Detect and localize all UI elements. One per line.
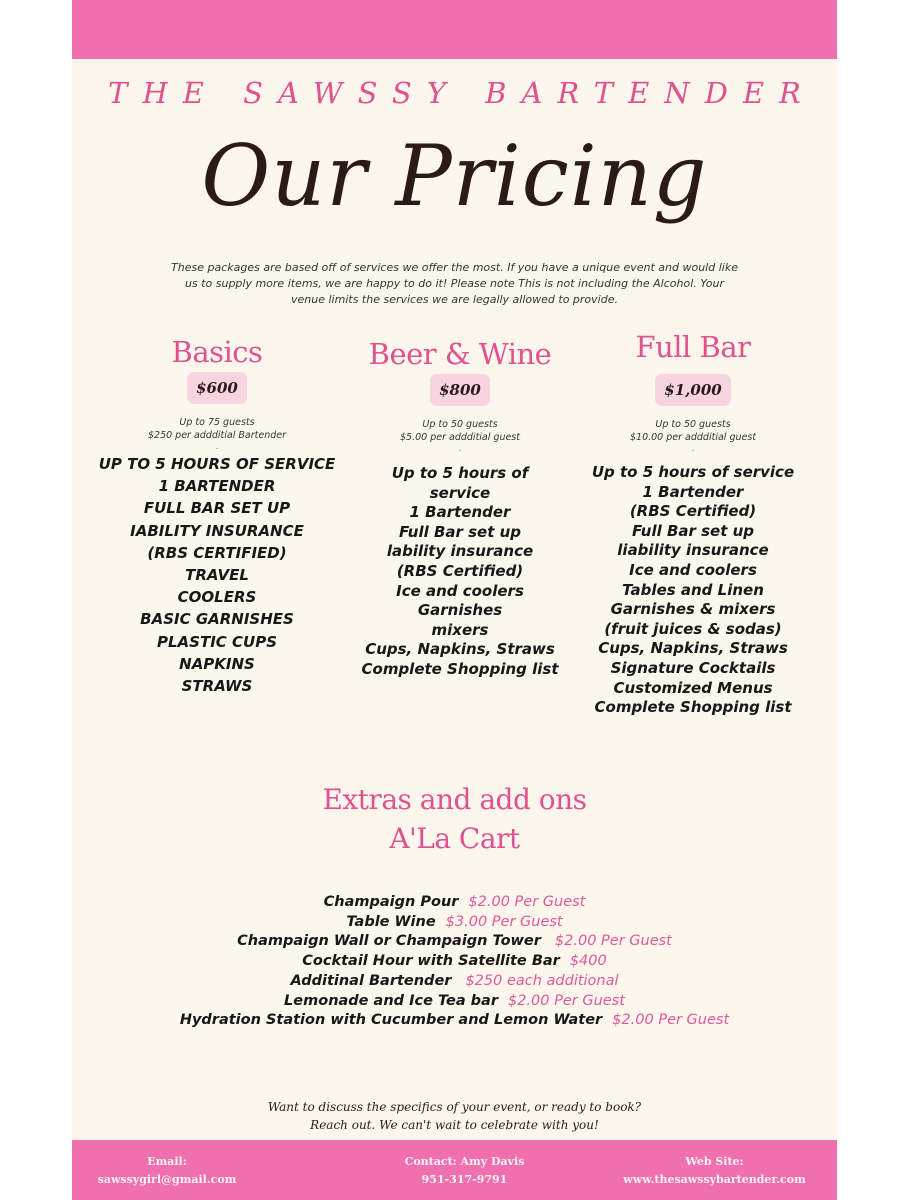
feature-item: Cups, Napkins, Straws xyxy=(598,639,788,658)
feature-item: TRAVEL xyxy=(185,566,249,585)
intro-paragraph: These packages are based off of services we offer the most. If you have a unique event and would like us to supply more items, we are happy to do it! Please note This is not including the Alcohol. Your venue limits the services we are legally allowed to provide. xyxy=(171,261,738,306)
feature-list xyxy=(580,463,806,718)
feature-item: Cups, Napkins, Straws xyxy=(365,640,555,659)
extra-cost: $400 xyxy=(569,953,607,970)
additional-fee: $10.00 per addditial guest xyxy=(629,432,757,443)
extras-list xyxy=(72,893,837,1031)
price-badge: $800 xyxy=(430,374,490,406)
top-pink-band xyxy=(72,0,837,59)
feature-item: mixers xyxy=(431,620,489,639)
extra-name: Table Wine xyxy=(346,913,436,930)
extra-item xyxy=(72,952,837,972)
price-badge: $600 xyxy=(187,372,247,404)
footer-email xyxy=(82,1153,252,1189)
extra-name: Champaign Pour xyxy=(323,894,459,910)
feature-item: UP TO 5 HOURS OF SERVICE xyxy=(98,455,336,473)
additional-fee: $250 per addditial Bartender xyxy=(147,430,286,441)
guest-limit: Up to 50 guests xyxy=(422,419,498,430)
feature-item: FULL BAR SET UP xyxy=(143,499,291,518)
pricing-flyer xyxy=(72,0,837,1200)
guest-limit: Up to 75 guests xyxy=(179,417,255,428)
feature-item: Tables and Linen xyxy=(622,580,764,599)
website-label: Web Site: xyxy=(685,1155,744,1168)
extra-name: Additinal Bartender xyxy=(290,972,452,989)
feature-item: 1 Bartender xyxy=(642,482,744,501)
extra-cost: $2.00 Per Guest xyxy=(612,1012,730,1029)
extra-item xyxy=(72,913,837,933)
extra-cost: $3.00 Per Guest xyxy=(445,913,563,930)
extra-name: Lemonade and Ice Tea bar xyxy=(284,992,498,1009)
feature-item: (RBS Certified) xyxy=(629,502,757,521)
extra-item xyxy=(72,893,837,913)
cta-line-1: Want to discuss the specifics of your event, or ready to book? xyxy=(267,1100,642,1114)
extra-item xyxy=(72,1011,837,1031)
feature-item: (RBS Certified) xyxy=(396,561,524,580)
extras-subtitle: A'La Cart xyxy=(389,822,520,855)
feature-item: Up to 5 hours of xyxy=(391,464,529,482)
guest-limit: Up to 50 guests xyxy=(655,419,731,430)
package-beer-wine xyxy=(344,336,576,680)
contact-label: Contact: Amy Davis xyxy=(404,1155,525,1168)
footer-contact xyxy=(372,1153,557,1189)
extra-item xyxy=(72,972,837,992)
feature-list xyxy=(94,453,340,697)
feature-item: (fruit juices & sodas) xyxy=(604,619,782,638)
feature-item: Ice and coolers xyxy=(629,560,757,579)
website-link[interactable]: www.thesawssybartender.com xyxy=(623,1173,806,1186)
extra-item xyxy=(72,992,837,1012)
feature-item: Up to 5 hours of service xyxy=(591,463,795,481)
divider-dot: . xyxy=(458,444,462,454)
feature-item: Signature Cocktails xyxy=(610,658,776,677)
feature-item: Full Bar set up xyxy=(631,521,755,540)
feature-item: Complete Shopping list xyxy=(361,659,559,678)
extra-name: Champaign Wall or Champaign Tower xyxy=(237,933,541,950)
additional-fee: $5.00 per addditial guest xyxy=(400,432,520,443)
price-badge: $1,000 xyxy=(655,374,730,406)
extra-cost: $250 each additional xyxy=(465,972,619,989)
extra-name: Hydration Station with Cucumber and Lemon Water xyxy=(179,1012,603,1029)
package-title: Full Bar xyxy=(635,330,751,364)
phone-link[interactable]: 951-317-9791 xyxy=(421,1173,508,1186)
brand-name: THE SAWSSY BARTENDER xyxy=(108,76,816,110)
package-basics xyxy=(94,334,340,697)
feature-item: 1 Bartender xyxy=(409,503,511,522)
feature-item: liability insurance xyxy=(617,541,769,560)
package-title: Basics xyxy=(171,335,263,369)
extra-cost: $2.00 Per Guest xyxy=(507,992,625,1009)
extra-name: Cocktail Hour with Satellite Bar xyxy=(302,953,560,970)
email-link[interactable]: sawssygirl@gmail.com xyxy=(97,1173,237,1186)
package-title: Beer & Wine xyxy=(368,337,552,371)
feature-item: Garnishes & mixers xyxy=(610,600,776,619)
cta-line-2: Reach out. We can't wait to celebrate with you! xyxy=(310,1118,599,1132)
feature-item: COOLERS xyxy=(177,588,257,607)
feature-list xyxy=(344,464,576,680)
feature-item: Garnishes xyxy=(417,601,503,620)
call-to-action xyxy=(72,1098,837,1134)
footer-website xyxy=(602,1153,827,1189)
feature-item: 1 BARTENDER xyxy=(158,477,276,496)
extra-cost: $2.00 Per Guest xyxy=(468,894,586,910)
feature-item: BASIC GARNISHES xyxy=(140,610,294,629)
extra-cost: $2.00 Per Guest xyxy=(554,933,672,950)
feature-item: (RBS CERTIFIED) xyxy=(147,543,287,562)
page-title xyxy=(72,120,837,231)
feature-item: NAPKINS xyxy=(179,654,255,673)
feature-item: service xyxy=(429,483,491,502)
divider-dot: . xyxy=(691,444,695,454)
feature-item: Complete Shopping list xyxy=(594,698,792,717)
page-title-text: Our Pricing xyxy=(201,127,708,225)
package-full-bar xyxy=(580,329,806,718)
feature-item: IABILITY INSURANCE xyxy=(130,521,304,540)
extras-title: Extras and add ons xyxy=(322,783,587,816)
feature-item: Ice and coolers xyxy=(396,581,524,600)
email-label: Email: xyxy=(147,1155,187,1168)
feature-item: Customized Menus xyxy=(613,678,773,697)
feature-item: Full Bar set up xyxy=(398,522,522,541)
divider-dot: . xyxy=(215,442,219,452)
extra-item xyxy=(72,932,837,952)
extras-heading xyxy=(72,780,837,858)
feature-item: PLASTIC CUPS xyxy=(157,632,277,651)
footer-contact-band xyxy=(72,1140,837,1200)
feature-item: STRAWS xyxy=(181,677,253,696)
feature-item: lability insurance xyxy=(386,542,534,561)
